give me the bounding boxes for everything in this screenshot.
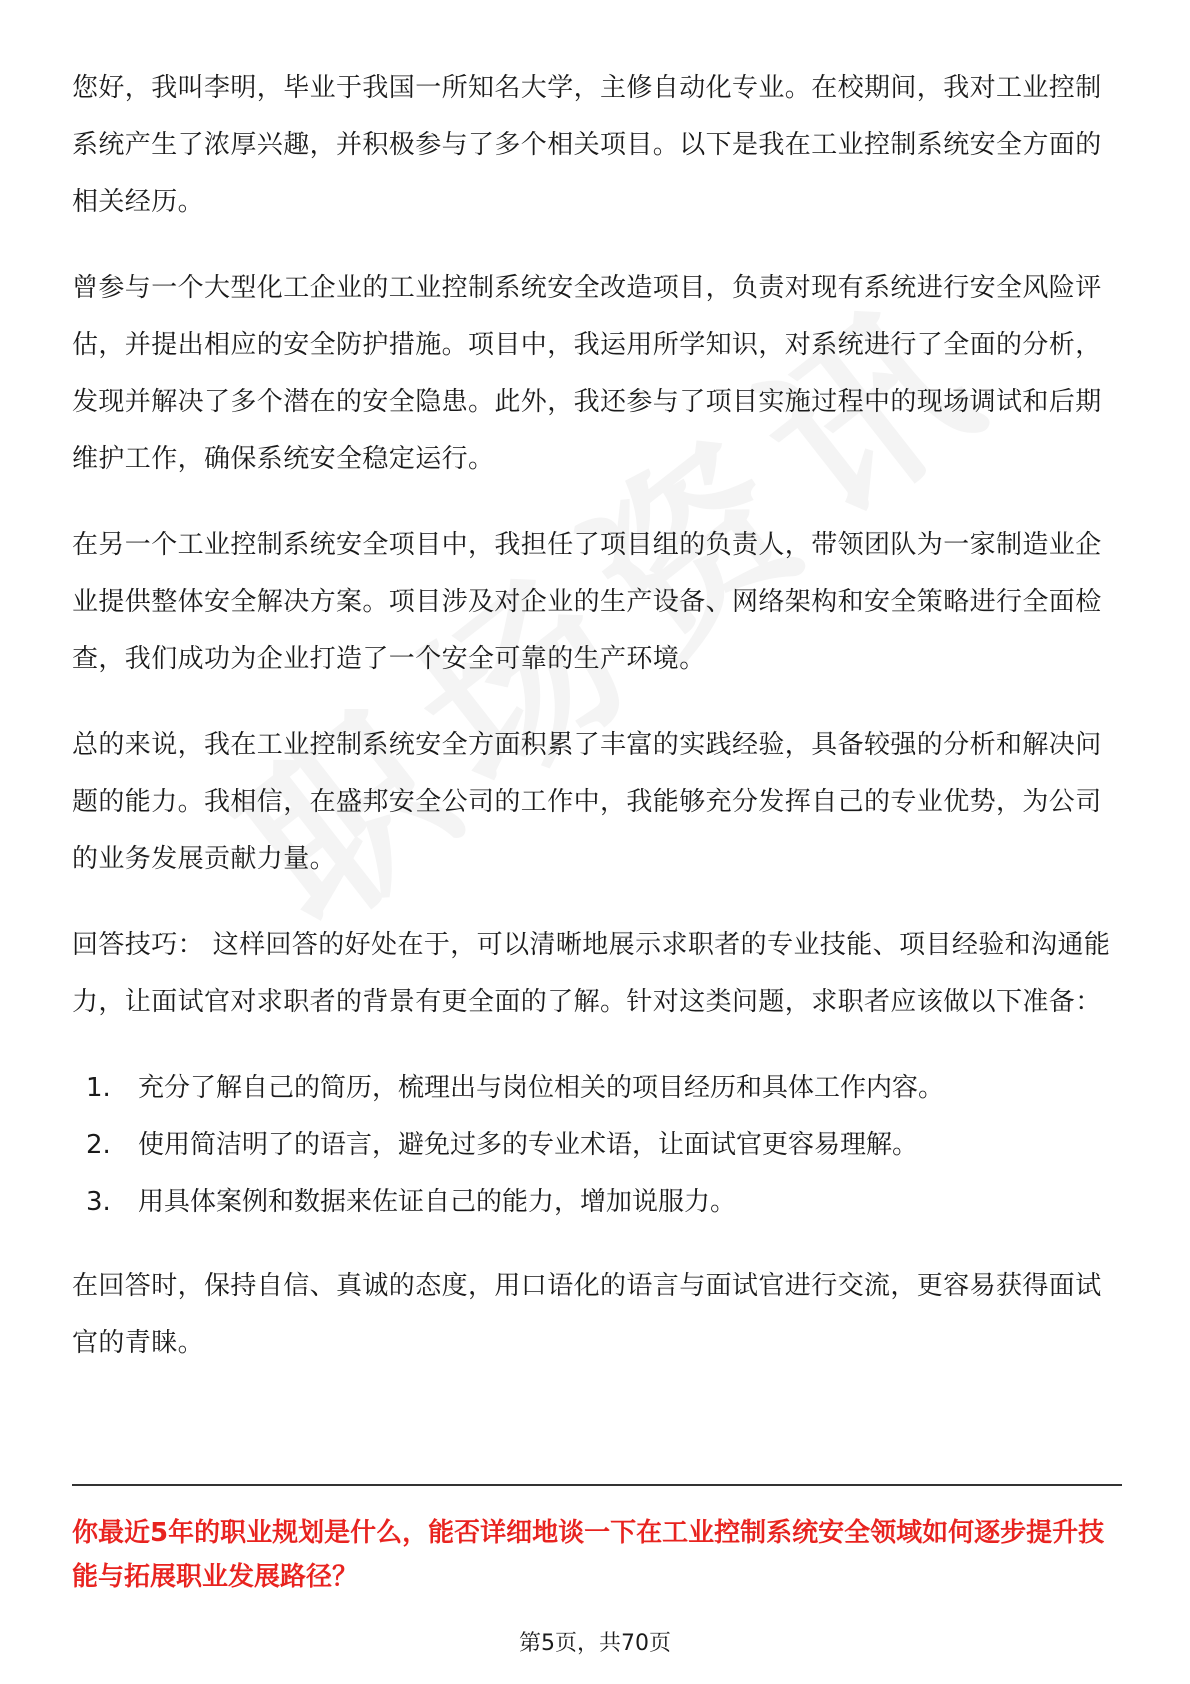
list-text: 充分了解自己的简历，梳理出与岗位相关的项目经历和具体工作内容。: [138, 1073, 945, 1103]
list-number: 1.: [86, 1073, 111, 1103]
section-divider: [72, 1484, 1122, 1486]
list-text: 用具体案例和数据来佐证自己的能力，增加说服力。: [138, 1187, 737, 1217]
intro-paragraph: 您好，我叫李明，毕业于我国一所知名大学，主修自动化专业。在校期间，我对工业控制系统产生了浓厚兴趣，并积极参与了多个相关项目。以下是我在工业控制系统安全方面的相关经历。: [72, 73, 1102, 217]
list-item: [72, 1174, 1122, 1231]
list-text: 使用简洁明了的语言，避免过多的专业术语，让面试官更容易理解。: [138, 1130, 919, 1160]
tips-list: [72, 1060, 1122, 1231]
tips-intro-paragraph: 回答技巧： 这样回答的好处在于，可以清晰地展示求职者的专业技能、项目经验和沟通能力，让面试官对求职者的背景有更全面的了解。针对这类问题，求职者应该做以下准备：: [72, 930, 1111, 1017]
closing-paragraph: 在回答时，保持自信、真诚的态度，用口语化的语言与面试官进行交流，更容易获得面试官的青睐。: [72, 1271, 1102, 1358]
next-question-heading: 你最近5年的职业规划是什么，能否详细地谈一下在工业控制系统安全领域如何逐步提升技能与拓展职业发展路径？: [72, 1518, 1105, 1592]
summary-paragraph: 总的来说，我在工业控制系统安全方面积累了丰富的实践经验，具备较强的分析和解决问题的能力。我相信，在盛邦安全公司的工作中，我能够充分发挥自己的专业优势，为公司的业务发展贡献力量。: [72, 730, 1102, 874]
project-paragraph-1: 曾参与一个大型化工企业的工业控制系统安全改造项目，负责对现有系统进行安全风险评估，并提出相应的安全防护措施。项目中，我运用所学知识，对系统进行了全面的分析，发现并解决了多个潜在的安全隐患。此外，我还参与了项目实施过程中的现场调试和后期维护工作，确保系统安全稳定运行。: [72, 273, 1102, 474]
list-item: [72, 1060, 1122, 1117]
list-item: [72, 1117, 1122, 1174]
project-paragraph-2: 在另一个工业控制系统安全项目中，我担任了项目组的负责人，带领团队为一家制造业企业提供整体安全解决方案。项目涉及对企业的生产设备、网络架构和安全策略进行全面检查，我们成功为企业打造了一个安全可靠的生产环境。: [72, 530, 1102, 674]
answer-body: [72, 60, 1122, 1401]
list-number: 3.: [86, 1187, 111, 1217]
list-number: 2.: [86, 1130, 111, 1160]
page-number: 第5页，共70页: [519, 1631, 671, 1656]
